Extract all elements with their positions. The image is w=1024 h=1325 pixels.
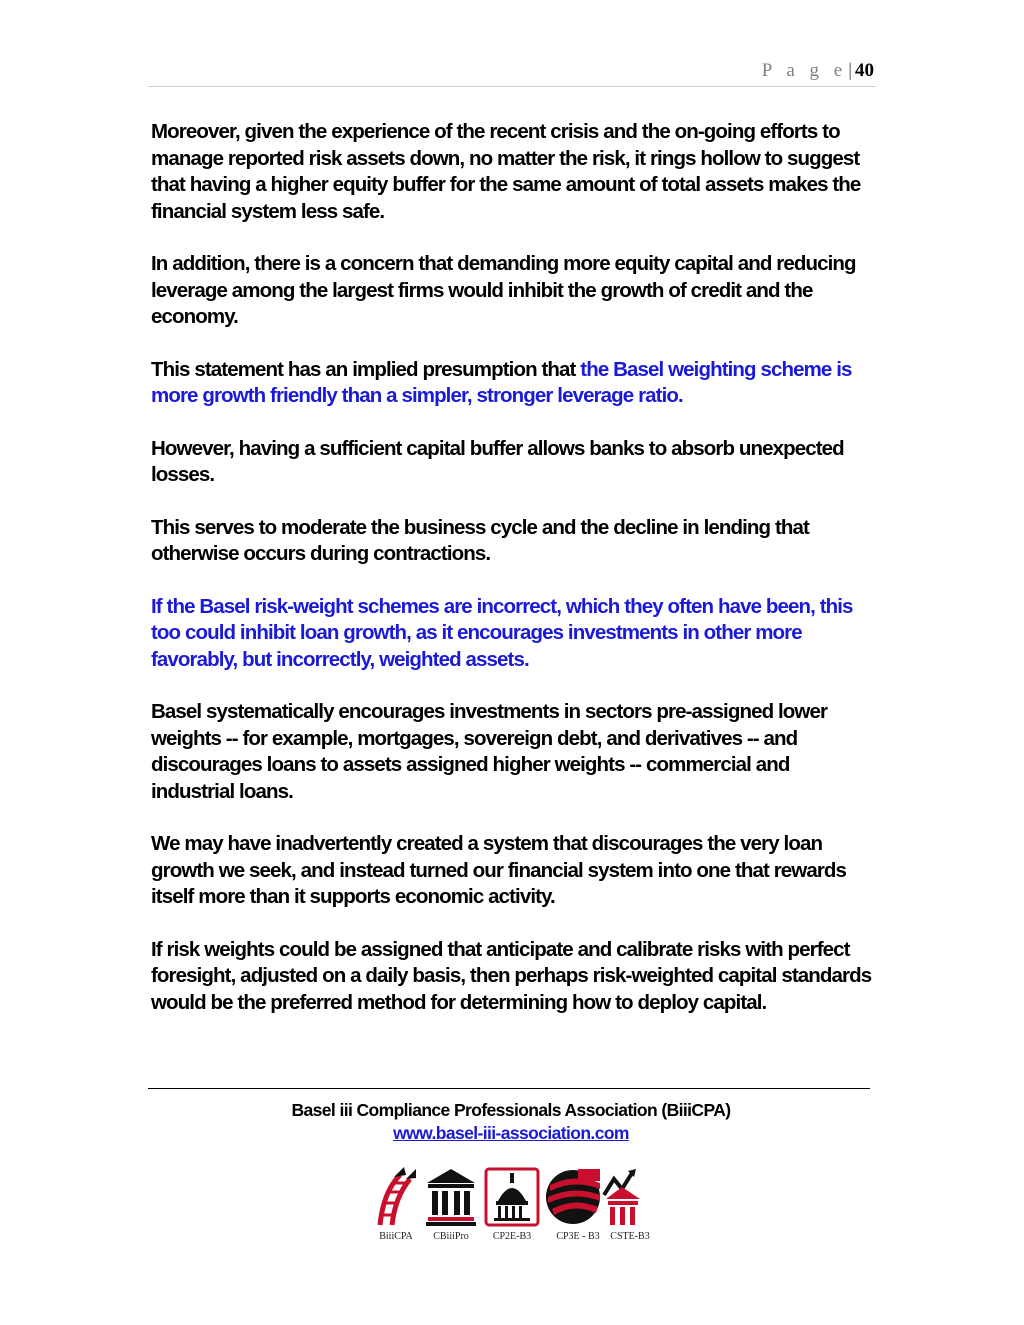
paragraph-4 [151, 436, 873, 489]
association-logos [362, 1165, 662, 1247]
globe-flag-icon [544, 1165, 602, 1227]
paragraph-7 [151, 699, 873, 805]
document-body [151, 119, 873, 1042]
paragraph-8 [151, 831, 873, 911]
paragraph-text: However, having a sufficient capital buffer allows banks to absorb unexpected losses. [151, 436, 844, 486]
logo-label-cp2e-b3: CP2E-B3 [492, 1231, 532, 1242]
paragraph-6 [151, 594, 873, 674]
paragraph-text: This serves to moderate the business cycle and the decline in lending that otherwise occurs during contractions. [151, 515, 809, 565]
bank-building-icon [424, 1165, 478, 1227]
page-separator: | [848, 60, 852, 81]
paragraph-text: We may have inadvertently created a system that discourages the very loan growth we seek, and instead turned our financial system into one that rewards itself more than it supports economic activity. [151, 832, 847, 908]
paragraph-9 [151, 937, 873, 1017]
paragraph-text: Basel systematically encourages investments in sectors pre-assigned lower weights -- for example, mortgages, sovereign debt, and derivatives -- and discourages loans to assets assigned higher weights -- commercial and industrial loans. [151, 700, 828, 803]
paragraph-5 [151, 515, 873, 568]
logo-label-cbiiipro: CBiiiPro [433, 1231, 469, 1242]
footer-divider [148, 1088, 870, 1089]
page-number-label [762, 60, 874, 82]
capitol-dome-icon [484, 1165, 540, 1227]
footer-organization: Basel iii Compliance Professionals Association (BiiiCPA) [291, 1100, 731, 1120]
website-link[interactable]: www.basel-iii-association.com [393, 1123, 629, 1143]
highlighted-text: the Basel weighting scheme is more growth friendly than a simpler, stronger leverage ratio. [151, 357, 852, 407]
page-number: 40 [855, 60, 874, 81]
logo-label-cste-b3: CSTE-B3 [610, 1231, 650, 1242]
footer-url-line [148, 1123, 874, 1144]
paragraph-text: If risk weights could be assigned that anticipate and calibrate risks with perfect foresight, adjusted on a daily basis, then perhaps risk-weighted capital standards would be the preferred method for determining how to deploy capital. [151, 937, 872, 1014]
paragraph-text: Moreover, given the experience of the recent crisis and the on-going efforts to manage reported risk assets down, no matter the risk, it rings hollow to suggest that having a higher equity buffer for the same amount of total assets makes the financial system less safe. [151, 120, 861, 223]
paragraph-text: This statement has an implied presumption that [151, 357, 581, 381]
logo-label-cp3e-b3: CP3E - B3 [556, 1231, 600, 1242]
paragraph-3 [151, 357, 873, 410]
paragraph-1 [151, 119, 873, 225]
paragraph-text: In addition, there is a concern that demanding more equity capital and reducing leverage among the largest firms would inhibit the growth of credit and the economy. [151, 252, 856, 328]
highlighted-text: If the Basel risk-weight schemes are incorrect, which they often have been, this too could inhibit loan growth, as it encourages investments in other more favorably, but incorrectly, weighted assets. [151, 594, 853, 671]
stress-chart-icon [602, 1165, 644, 1227]
ladder-arrow-icon [374, 1165, 418, 1227]
page-header [148, 58, 876, 87]
logo-label-biiicpa: BiiiCPA [379, 1231, 413, 1242]
paragraph-2 [151, 251, 873, 331]
page-word: P a g e [761, 60, 848, 81]
